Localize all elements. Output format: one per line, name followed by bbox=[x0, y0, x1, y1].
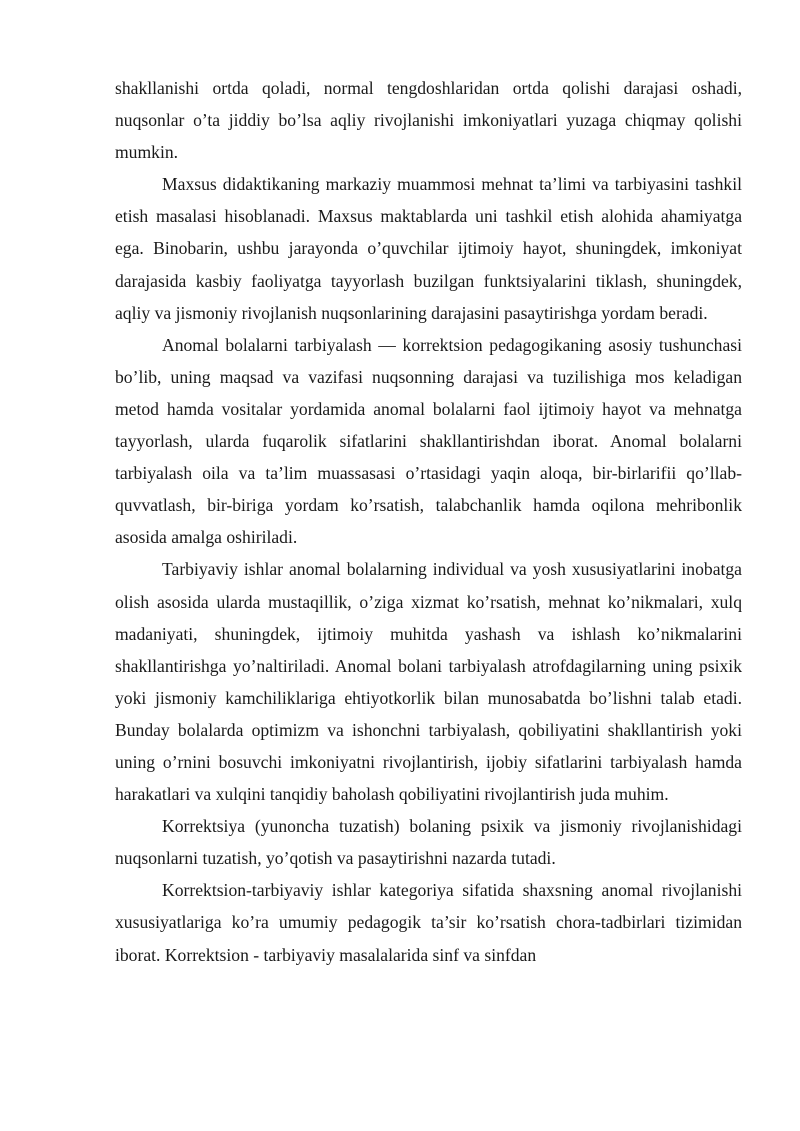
paragraph-anomalous-children-upbringing: Anomal bolalarni tarbiyalash — korrektsion pedagogikaning asosiy tushunchasi bo’lib, uning maqsad va vazifasi nuqsonning darajasi va tuzilishiga mos keladigan metod hamda vositalar yordamida anomal bolalarni faol ijtimoiy hayot va mehnatga tayyorlash, ularda fuqarolik sifatlarini shakllantirishdan iborat. Anomal bolalarni tarbiyalash oila va ta’lim muassasasi o’rtasidagi yaqin aloqa, bir-birlarifii qo’llab- quvvatlash, bir-biriga yordam ko’rsatish, talabchanlik hamda oqilona mehribonlik asosida amalga oshiriladi. bbox=[115, 334, 742, 548]
paragraph-correctional-educational-work: Korrektsion-tarbiyaviy ishlar kategoriya sifatida shaxsning anomal rivojlanishi xususiyatlariga ko’ra umumiy pedagogik ta’sir ko’rsatish chora-tadbirlari tizimidan iborat. Korrektsion - tarbiyaviy masalalarida sinf va sinfdan bbox=[115, 880, 742, 965]
document-page bbox=[115, 72, 742, 971]
paragraph-special-didactics: Maxsus didaktikaning markaziy muammosi mehnat ta’limi va tarbiyasini tashkil etish masalasi hisoblanadi. Maxsus maktablarda uni tashkil etish alohida ahamiyatga ega. Binobarin, ushbu jarayonda o’quvchilar ijtimoiy hayot, shuningdek, imkoniyat darajasida kasbiy faoliyatga tayyorlash buzilgan funktsiyalarini tiklash, shuningdek, aqliy va jismoniy rivojlanish nuqsonlarining darajasini pasaytirishga yordam beradi. bbox=[115, 174, 742, 323]
paragraph-continuation: shakllanishi ortda qoladi, normal tengdoshlaridan ortda qolishi darajasi oshadi, nuqsonlar o’ta jiddiy bo’lsa aqliy rivojlanishi imkoniyatlari yuzaga chiqmay qolishi mumkin. bbox=[115, 78, 742, 163]
paragraph-educational-work: Tarbiyaviy ishlar anomal bolalarning individual va yosh xususiyatlarini inobatga olish asosida ularda mustaqillik, o’ziga xizmat ko’rsatish, mehnat ko’nikmalari, xulq madaniyati, shuningdek, ijtimoiy muhitda yashash va ishlash ko’nikmalarini shakllantirishga yo’naltiriladi. Anomal bolani tarbiyalash atrofdagilarning uning psixik yoki jismoniy kamchiliklariga ehtiyotkorlik bilan munosabatda bo’lishni talab etadi. Bunday bolalarda optimizm va ishonchni tarbiyalash, qobiliyatini shakllantirish yoki uning o’rnini bosuvchi imkoniyatni rivojlantirish, ijobiy sifatlarini tarbiyalash hamda harakatlari va xulqini tanqidiy baholash qobiliyatini rivojlantirish juda muhim. bbox=[115, 559, 742, 805]
paragraph-correction-definition: Korrektsiya (yunoncha tuzatish) bolaning psixik va jismoniy rivojlanishidagi nuqsonlarni tuzatish, yo’qotish va pasaytirishni nazarda tutadi. bbox=[115, 816, 742, 869]
